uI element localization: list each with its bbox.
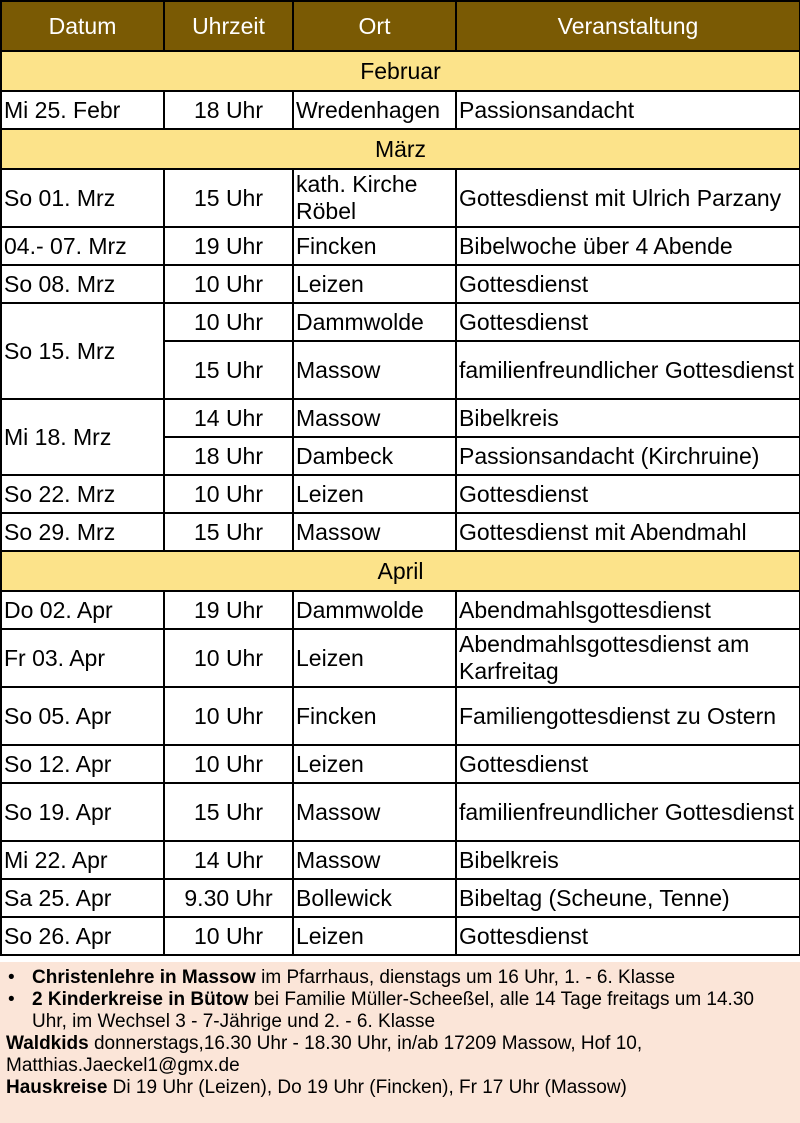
time-cell: 9.30 Uhr [164,879,293,917]
time-cell: 10 Uhr [164,629,293,687]
month-row-april [1,551,800,591]
waldkids-text: donnerstags,16.30 Uhr - 18.30 Uhr, in/ab 17209 Massow, Hof 10, Matthias.Jaeckel1@gmx.de [6,1033,643,1076]
date-cell: Do 02. Apr [1,591,164,629]
table-row [1,303,800,341]
header-time: Uhrzeit [164,1,293,51]
table-row [1,841,800,879]
event-cell: Passionsandacht [456,91,800,129]
event-cell: Gottesdienst mit Abendmahl [456,513,800,551]
table-row [1,91,800,129]
activity-list [6,967,794,1033]
place-cell: Leizen [293,745,456,783]
header-place: Ort [293,1,456,51]
place-cell: Leizen [293,265,456,303]
place-cell: Dammwolde [293,303,456,341]
place-cell: Massow [293,341,456,399]
month-label: April [1,551,800,591]
event-cell: Abendmahlsgottesdienst am Karfreitag [456,629,800,687]
place-cell: Leizen [293,917,456,955]
table-row [1,265,800,303]
time-cell: 10 Uhr [164,475,293,513]
place-cell: Bollewick [293,879,456,917]
hauskreise-info [6,1077,794,1099]
event-cell: Gottesdienst [456,265,800,303]
event-cell: Bibelkreis [456,399,800,437]
list-item [6,989,794,1033]
place-cell: Dambeck [293,437,456,475]
event-cell: familienfreundlicher Gottesdienst [456,783,800,841]
kinderkreise-text: bei Familie Müller-Scheeßel, alle 14 Tage freitags um 14.30 Uhr, im Wechsel 3 - 7-Jährige und 2. - 6. Klasse [32,989,754,1032]
date-cell: So 12. Apr [1,745,164,783]
hauskreise-title: Hauskreise [6,1077,108,1098]
christenlehre-text: im Pfarrhaus, dienstags um 16 Uhr, 1. - 6. Klasse [255,967,676,988]
date-cell: 04.- 07. Mrz [1,227,164,265]
time-cell: 10 Uhr [164,917,293,955]
event-cell: Bibeltag (Scheune, Tenne) [456,879,800,917]
place-cell: Massow [293,399,456,437]
time-cell: 10 Uhr [164,745,293,783]
place-cell: Leizen [293,629,456,687]
table-row [1,917,800,955]
event-cell: Bibelwoche über 4 Abende [456,227,800,265]
time-cell: 15 Uhr [164,341,293,399]
header-date: Datum [1,1,164,51]
bullet-icon: • [8,989,15,1010]
event-cell: Abendmahlsgottesdienst [456,591,800,629]
time-cell: 18 Uhr [164,91,293,129]
time-cell: 14 Uhr [164,841,293,879]
date-cell: So 15. Mrz [1,303,164,399]
time-cell: 10 Uhr [164,265,293,303]
table-row [1,745,800,783]
event-cell: Gottesdienst mit Ulrich Parzany [456,169,800,227]
date-cell: So 26. Apr [1,917,164,955]
date-cell: Mi 18. Mrz [1,399,164,475]
month-label: März [1,129,800,169]
event-cell: familienfreundlicher Gottesdienst [456,341,800,399]
table-row [1,687,800,745]
date-cell: Fr 03. Apr [1,629,164,687]
month-row-march [1,129,800,169]
date-cell: So 22. Mrz [1,475,164,513]
bullet-icon: • [8,967,15,988]
table-row [1,227,800,265]
table-row [1,783,800,841]
date-cell: So 01. Mrz [1,169,164,227]
waldkids-title: Waldkids [6,1033,89,1054]
place-cell: Dammwolde [293,591,456,629]
header-event: Veranstaltung [456,1,800,51]
info-footer [0,962,800,1123]
header-row [1,1,800,51]
event-cell: Gottesdienst [456,917,800,955]
table-row [1,591,800,629]
month-row-february [1,51,800,91]
time-cell: 14 Uhr [164,399,293,437]
date-cell: Mi 22. Apr [1,841,164,879]
date-cell: So 29. Mrz [1,513,164,551]
time-cell: 15 Uhr [164,169,293,227]
event-cell: Passionsandacht (Kirchruine) [456,437,800,475]
time-cell: 15 Uhr [164,783,293,841]
date-cell: So 19. Apr [1,783,164,841]
table-row [1,879,800,917]
event-cell: Familiengottesdienst zu Ostern [456,687,800,745]
waldkids-info [6,1033,794,1077]
date-cell: So 05. Apr [1,687,164,745]
date-cell: Mi 25. Febr [1,91,164,129]
place-cell: Fincken [293,687,456,745]
table-row [1,513,800,551]
place-cell: Massow [293,513,456,551]
event-cell: Bibelkreis [456,841,800,879]
christenlehre-title: Christenlehre in Massow [32,967,256,988]
event-cell: Gottesdienst [456,745,800,783]
date-cell: So 08. Mrz [1,265,164,303]
place-cell: Leizen [293,475,456,513]
date-cell: Sa 25. Apr [1,879,164,917]
table-row [1,399,800,437]
month-label: Februar [1,51,800,91]
table-row [1,475,800,513]
list-item [6,967,794,989]
event-cell: Gottesdienst [456,303,800,341]
table-row [1,629,800,687]
time-cell: 18 Uhr [164,437,293,475]
place-cell: Wredenhagen [293,91,456,129]
place-cell: Massow [293,783,456,841]
time-cell: 10 Uhr [164,303,293,341]
time-cell: 19 Uhr [164,227,293,265]
place-cell: kath. Kirche Röbel [293,169,456,227]
place-cell: Fincken [293,227,456,265]
event-cell: Gottesdienst [456,475,800,513]
time-cell: 10 Uhr [164,687,293,745]
place-cell: Massow [293,841,456,879]
time-cell: 15 Uhr [164,513,293,551]
time-cell: 19 Uhr [164,591,293,629]
table-row [1,169,800,227]
kinderkreise-title: 2 Kinderkreise in Bütow [32,989,249,1010]
hauskreise-text: Di 19 Uhr (Leizen), Do 19 Uhr (Fincken), Fr 17 Uhr (Massow) [107,1077,627,1098]
